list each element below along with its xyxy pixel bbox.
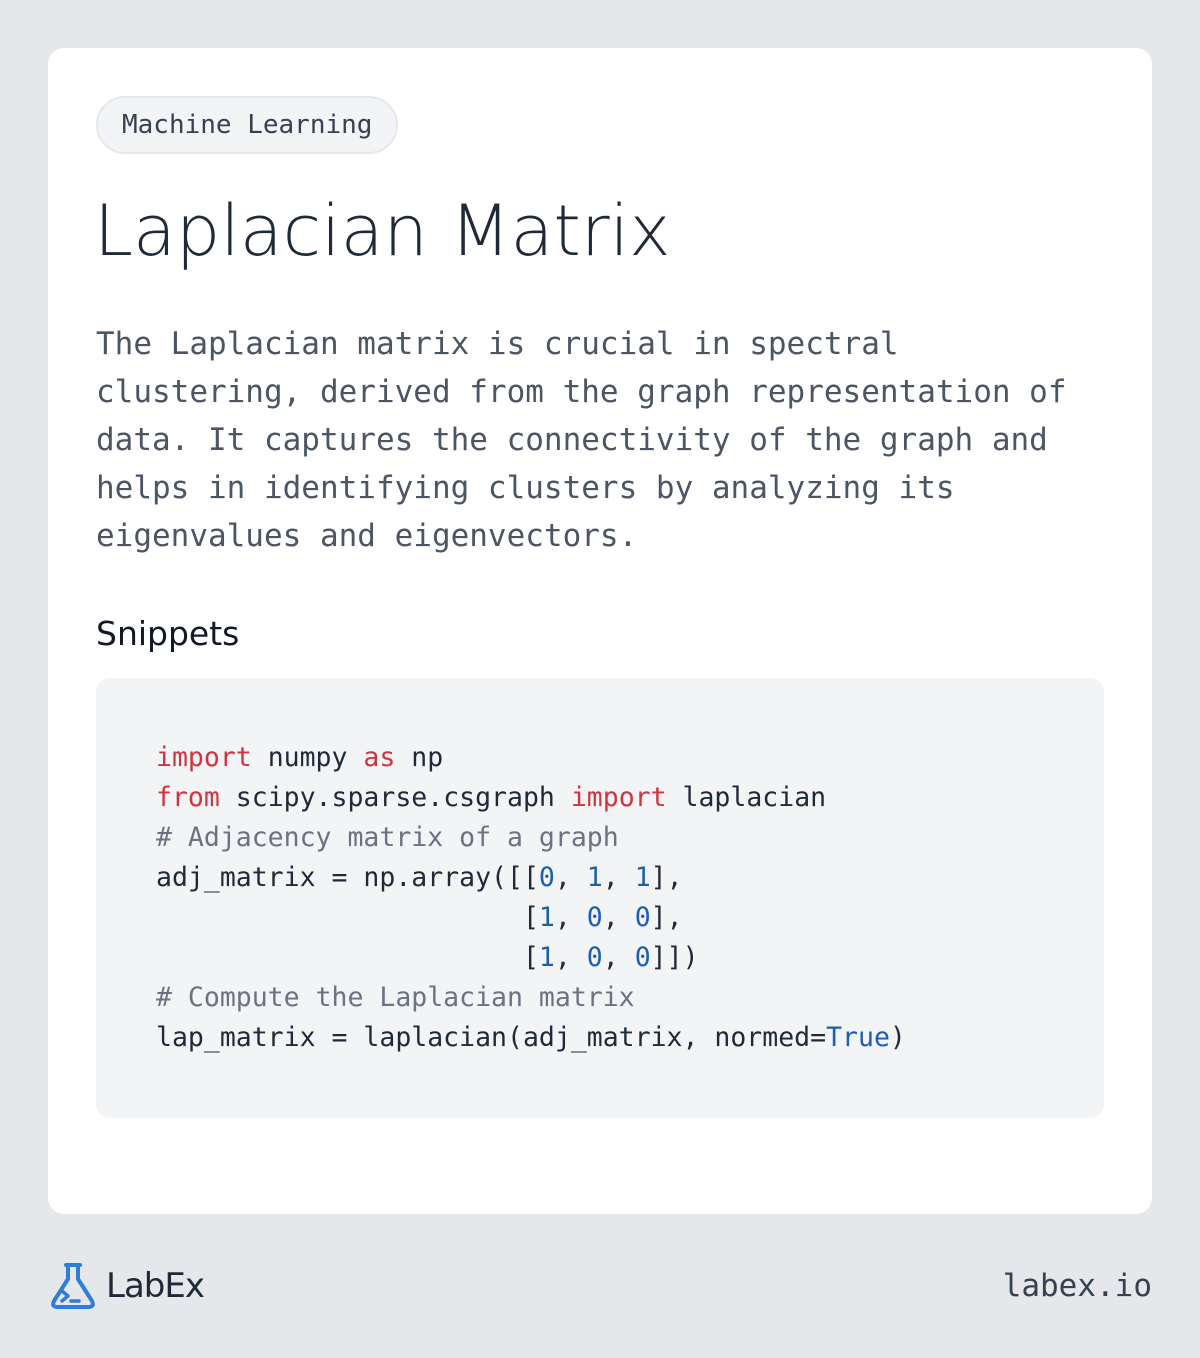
code-comment: # Compute the Laplacian matrix [156,982,635,1013]
code-text: laplacian [666,782,827,813]
code-line [156,978,1104,1018]
code-number: 0 [634,902,651,933]
code-line [156,818,1104,858]
code-text: ], [650,862,683,893]
content-card [48,48,1152,1214]
code-keyword: as [363,742,396,773]
code-text: , [602,902,635,933]
flask-terminal-icon [48,1261,98,1311]
code-number: 0 [538,862,555,893]
code-text: [ [156,942,539,973]
code-line [156,938,1104,978]
code-keyword: import [156,742,252,773]
code-line [156,738,1104,778]
code-snippet [96,678,1104,1118]
category-tag[interactable]: Machine Learning [96,96,398,154]
code-number: 1 [634,862,651,893]
page-title: Laplacian Matrix [94,190,671,272]
code-text: np [395,742,444,773]
code-line [156,778,1104,818]
code-text: lap_matrix = laplacian(adj_matrix, normed= [156,1022,827,1053]
code-keyword: import [570,782,667,813]
code-text: ], [650,902,683,933]
footer-url[interactable]: labex.io [1002,1268,1152,1304]
code-text: numpy [251,742,364,773]
code-literal: True [826,1022,890,1053]
description: The Laplacian matrix is crucial in spectral clustering, derived from the graph representation of data. It captures the connectivity of the graph and helps in identifying clusters by analyzing its eigenvalues and eigenvectors. [96,326,1067,554]
code-keyword: from [156,782,220,813]
code-text: , [554,902,587,933]
code-number: 0 [586,902,603,933]
code-text: [ [156,902,539,933]
code-text: ]]) [650,942,699,973]
code-number: 0 [586,942,603,973]
logo-text: LabEx [106,1266,204,1306]
code-comment: # Adjacency matrix of a graph [156,822,619,853]
code-number: 1 [586,862,603,893]
code-text: , [602,942,635,973]
code-line [156,858,1104,898]
code-text: ) [889,1022,906,1053]
code-number: 1 [538,942,555,973]
code-text: , [602,862,635,893]
snippets-heading: Snippets [96,614,240,653]
code-line [156,898,1104,938]
code-text: adj_matrix = np.array([[ [156,862,539,893]
code-number: 0 [634,942,651,973]
code-text: , [554,942,587,973]
code-text: , [554,862,587,893]
code-line [156,1018,1104,1058]
labex-logo[interactable] [48,1261,204,1311]
code-number: 1 [538,902,555,933]
code-text: scipy.sparse.csgraph [219,782,571,813]
